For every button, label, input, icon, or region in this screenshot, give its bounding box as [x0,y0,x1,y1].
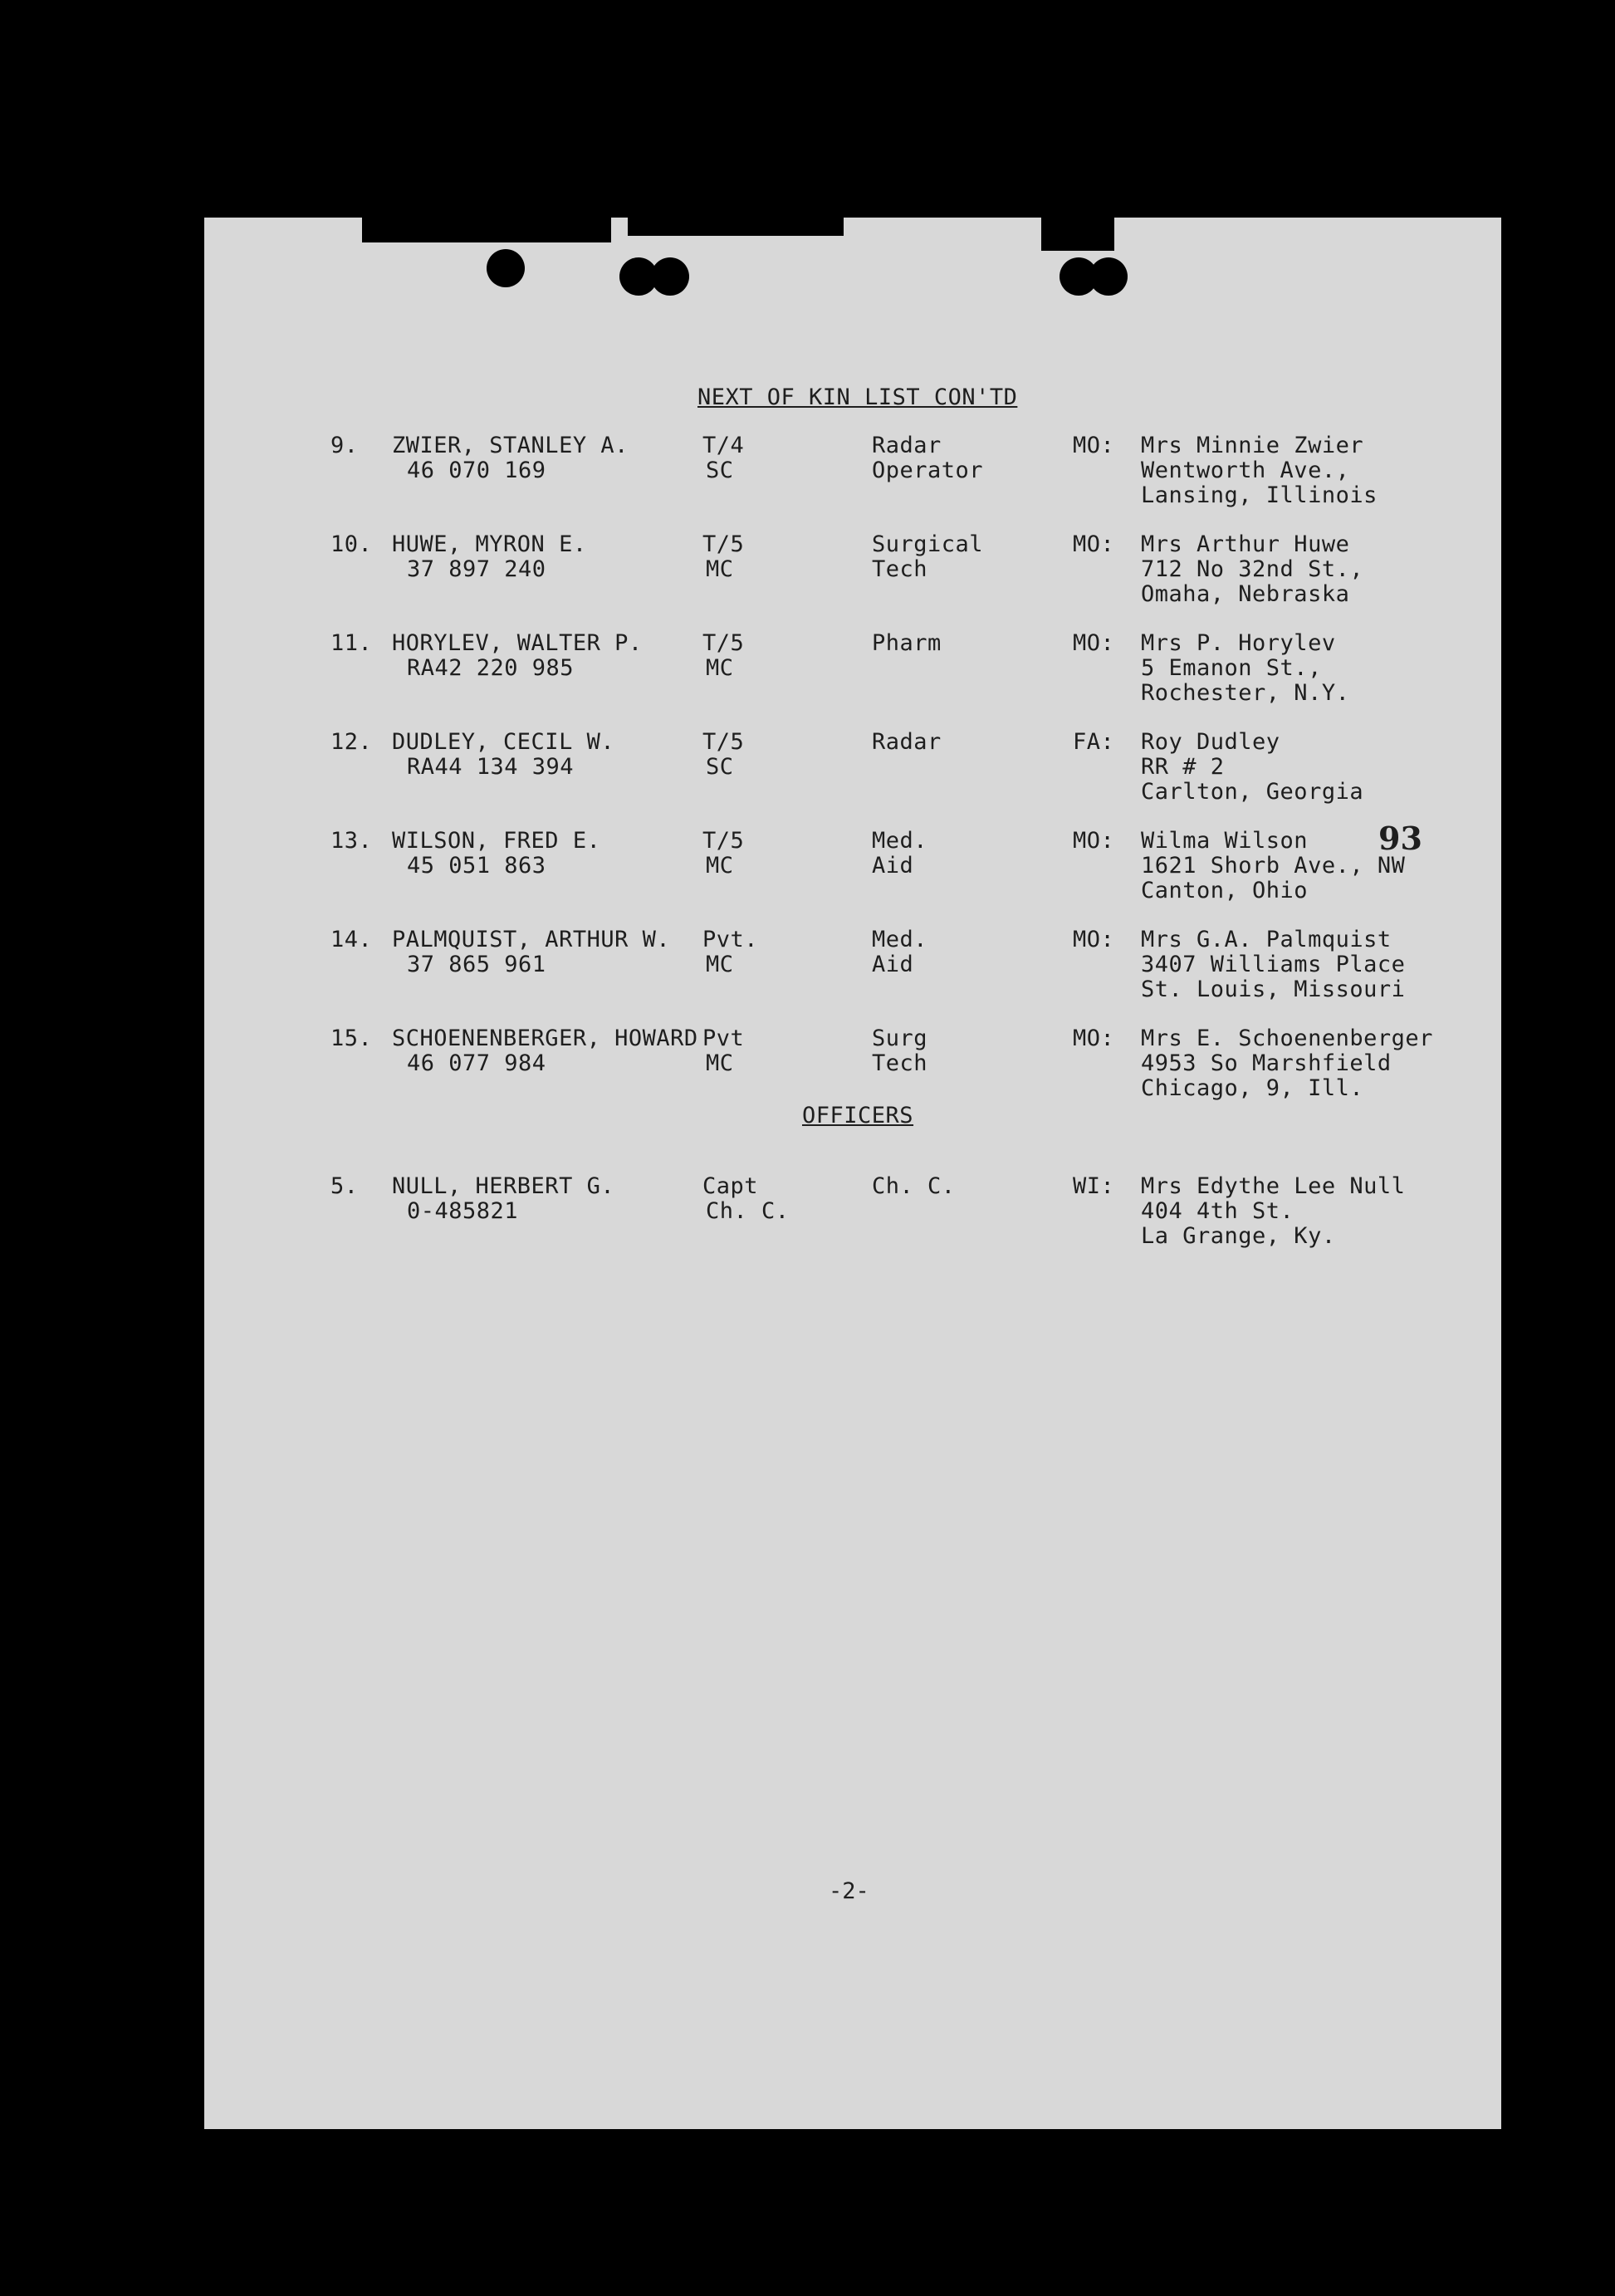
duty-line-2: Tech [872,556,928,582]
grade: T/5 [702,828,745,854]
branch: MC [706,853,734,879]
relationship: MO: [1073,433,1115,458]
soldier-name: DUDLEY, CECIL W. [392,729,615,755]
next-of-kin-city: Canton, Ohio [1141,878,1309,903]
serial-number: 46 077 984 [407,1050,546,1076]
next-of-kin-name: Wilma Wilson [1141,828,1309,854]
relationship: MO: [1073,828,1115,854]
duty: Med. [872,927,928,952]
relationship: MO: [1073,531,1115,557]
relationship: MO: [1073,927,1115,952]
next-of-kin-address: 4953 So Marshfield [1141,1050,1392,1076]
next-of-kin-name: Mrs Minnie Zwier [1141,433,1364,458]
branch: MC [706,952,734,977]
soldier-name: NULL, HERBERT G. [392,1173,615,1199]
entry-number: 12. [330,729,373,755]
grade: T/4 [702,433,745,458]
next-of-kin-city: Lansing, Illinois [1141,482,1378,508]
serial-number: RA42 220 985 [407,655,575,681]
officers-heading: OFFICERS [802,1103,914,1128]
next-of-kin-name: Mrs E. Schoenenberger [1141,1026,1433,1051]
branch: Ch. C. [706,1198,790,1224]
torn-edge [1041,218,1114,251]
grade: Capt [702,1173,759,1199]
next-of-kin-address: Wentworth Ave., [1141,458,1350,483]
next-of-kin-city: Chicago, 9, Ill. [1141,1075,1364,1101]
entry-number: 9. [330,433,359,458]
serial-number: 37 865 961 [407,952,546,977]
grade: Pvt. [702,927,759,952]
next-of-kin-address: 5 Emanon St., [1141,655,1322,681]
relationship: MO: [1073,630,1115,656]
next-of-kin-city: La Grange, Ky. [1141,1223,1336,1249]
torn-edge [628,218,844,236]
branch: MC [706,556,734,582]
duty: Surgical [872,531,984,557]
branch: MC [706,1050,734,1076]
duty: Surg [872,1026,928,1051]
document-title: NEXT OF KIN LIST CON'TD [697,384,1018,410]
grade: T/5 [702,630,745,656]
branch: SC [706,754,734,780]
duty-line-2: Aid [872,952,914,977]
entry-number: 14. [330,927,373,952]
duty: Radar [872,729,942,755]
punch-hole [1089,257,1128,296]
next-of-kin-city: Omaha, Nebraska [1141,581,1350,607]
document-page [204,218,1501,2129]
duty: Ch. C. [872,1173,956,1199]
relationship: MO: [1073,1026,1115,1051]
branch: SC [706,458,734,483]
torn-edge [362,218,611,242]
soldier-name: ZWIER, STANLEY A. [392,433,629,458]
grade: T/5 [702,729,745,755]
entry-number: 13. [330,828,373,854]
soldier-name: HORYLEV, WALTER P. [392,630,643,656]
duty: Radar [872,433,942,458]
next-of-kin-address: 3407 Williams Place [1141,952,1406,977]
entry-number: 5. [330,1173,359,1199]
serial-number: 0-485821 [407,1198,519,1224]
grade: T/5 [702,531,745,557]
duty-line-2: Aid [872,853,914,879]
duty: Pharm [872,630,942,656]
entry-number: 11. [330,630,373,656]
next-of-kin-name: Mrs P. Horylev [1141,630,1336,656]
serial-number: 37 897 240 [407,556,546,582]
next-of-kin-address: 712 No 32nd St., [1141,556,1364,582]
next-of-kin-city: Carlton, Georgia [1141,779,1364,805]
soldier-name: HUWE, MYRON E. [392,531,587,557]
next-of-kin-name: Roy Dudley [1141,729,1280,755]
entry-number: 10. [330,531,373,557]
soldier-name: PALMQUIST, ARTHUR W. [392,927,671,952]
next-of-kin-address: RR # 2 [1141,754,1225,780]
stamp-number: 93 [1378,820,1422,857]
duty: Med. [872,828,928,854]
next-of-kin-address: 404 4th St. [1141,1198,1294,1224]
next-of-kin-city: St. Louis, Missouri [1141,977,1406,1002]
grade: Pvt [702,1026,745,1051]
branch: MC [706,655,734,681]
next-of-kin-address: 1621 Shorb Ave., NW [1141,853,1406,879]
serial-number: 45 051 863 [407,853,546,879]
next-of-kin-name: Mrs Arthur Huwe [1141,531,1350,557]
next-of-kin-city: Rochester, N.Y. [1141,680,1350,706]
duty-line-2: Tech [872,1050,928,1076]
next-of-kin-name: Mrs G.A. Palmquist [1141,927,1392,952]
page-number: -2- [829,1878,869,1904]
next-of-kin-name: Mrs Edythe Lee Null [1141,1173,1406,1199]
punch-hole [487,249,525,287]
serial-number: RA44 134 394 [407,754,575,780]
relationship: WI: [1073,1173,1115,1199]
punch-hole [651,257,689,296]
serial-number: 46 070 169 [407,458,546,483]
duty-line-2: Operator [872,458,984,483]
relationship: FA: [1073,729,1115,755]
soldier-name: SCHOENENBERGER, HOWARD [392,1026,698,1051]
entry-number: 15. [330,1026,373,1051]
soldier-name: WILSON, FRED E. [392,828,601,854]
